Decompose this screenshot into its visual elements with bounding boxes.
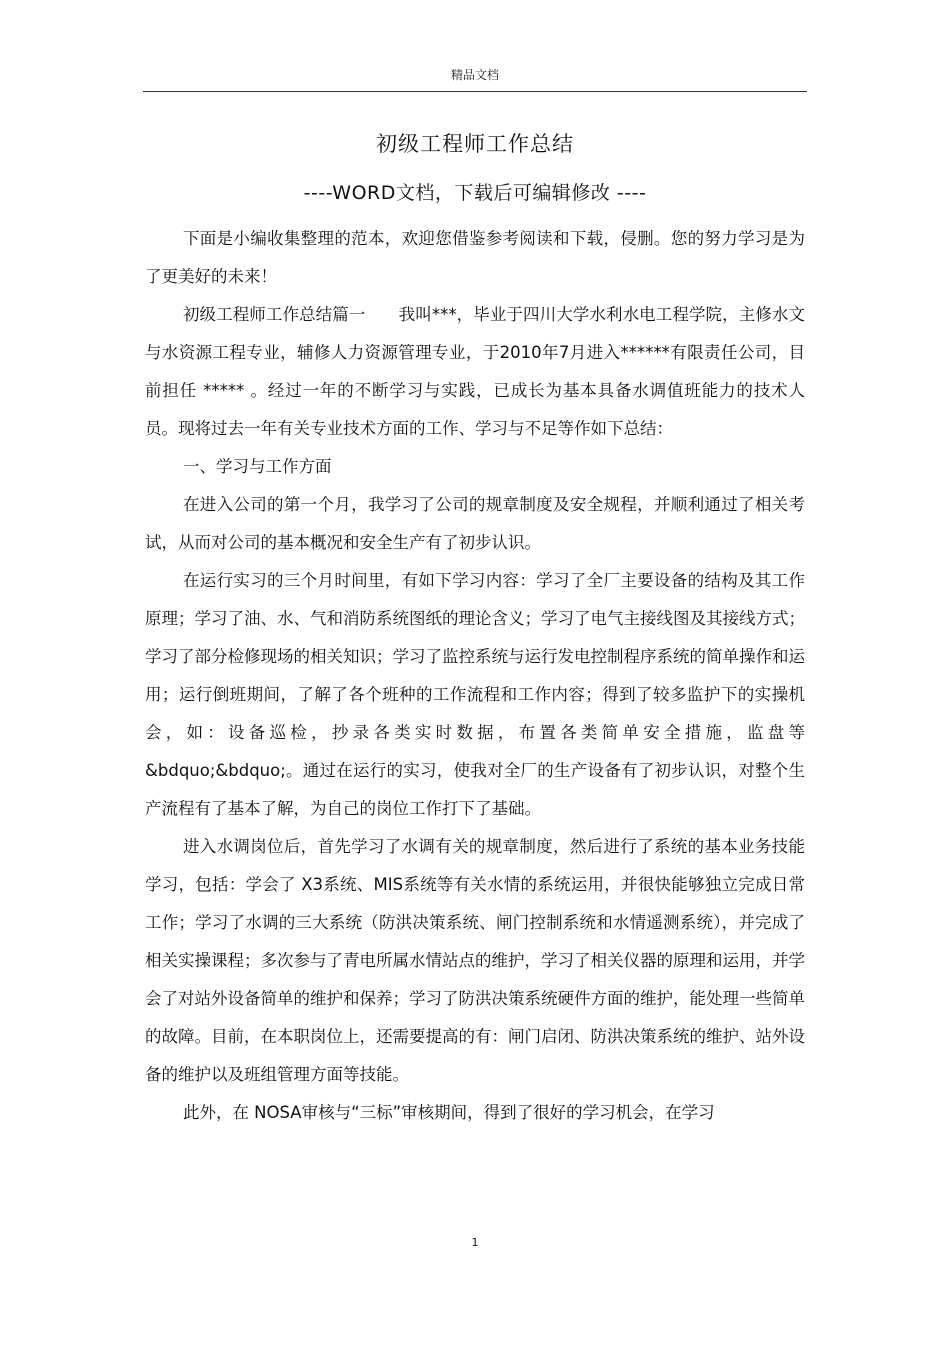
document-subtitle: ----WORD文档，下载后可编辑修改 ----	[303, 182, 647, 204]
paragraph-self-introduction: 初级工程师工作总结篇一 我叫***，毕业于四川大学水利水电工程学院，主修水文与水资源工程专业，辅修人力资源管理专业，于2010年7月进入******有限责任公司，目前担任 ***** 。经过一年的不断学习与实践，已成长为基本具备水调值班能力的技术人员。现将过去一年有关专业技术方面的工作、学习与不足等作如下总结：	[145, 305, 805, 438]
section-heading-study-and-work: 一、学习与工作方面	[182, 457, 332, 476]
document-title: 初级工程师工作总结	[376, 132, 574, 156]
header-divider	[143, 91, 807, 92]
paragraph-operation-internship: 在运行实习的三个月时间里，有如下学习内容：学习了全厂主要设备的结构及其工作原理；学习了油、水、气和消防系统图纸的理论含义；学习了电气主接线图及其接线方式；学习了部分检修现场的相关知识；学习了监控系统与运行发电控制程序系统的简单操作和运用；运行倒班期间，了解了各个班种的工作流程和工作内容；得到了较多监护下的实操机会，如：设备巡检，抄录各类实时数据，布置各类简单安全措施，监盘等&bdquo;&bdquo;。通过在运行的实习，使我对全厂的生产设备有了初步认识，对整个生产流程有了基本了解，为自己的岗位工作打下了基础。	[145, 571, 805, 818]
paragraph-water-dispatch-post: 进入水调岗位后，首先学习了水调有关的规章制度，然后进行了系统的基本业务技能学习，包括：学会了 X3系统、MIS系统等有关水情的系统运用，并很快能够独立完成日常工作；学习了水调的三大系统（防洪决策系统、闸门控制系统和水情遥测系统），并完成了相关实操课程；多次参与了青电所属水情站点的维护，学习了相关仪器的原理和运用，并学会了对站外设备简单的维护和保养；学习了防洪决策系统硬件方面的维护，能处理一些简单的故障。目前，在本职岗位上，还需要提高的有：闸门启闭、防洪决策系统的维护、站外设备的维护以及班组管理方面等技能。	[145, 837, 805, 1084]
document-body	[145, 220, 805, 1132]
page-number: 1	[471, 1236, 479, 1249]
paragraph-intro: 下面是小编收集整理的范本，欢迎您借鉴参考阅读和下载，侵删。您的努力学习是为了更美好的未来！	[145, 229, 805, 286]
page-header-label: 精品文档	[450, 68, 499, 82]
paragraph-first-month: 在进入公司的第一个月，我学习了公司的规章制度及安全规程，并顺利通过了相关考试，从而对公司的基本概况和安全生产有了初步认识。	[145, 495, 805, 552]
paragraph-nosa-audit: 此外，在 NOSA审核与“三标”审核期间，得到了很好的学习机会，在学习	[182, 1103, 715, 1122]
